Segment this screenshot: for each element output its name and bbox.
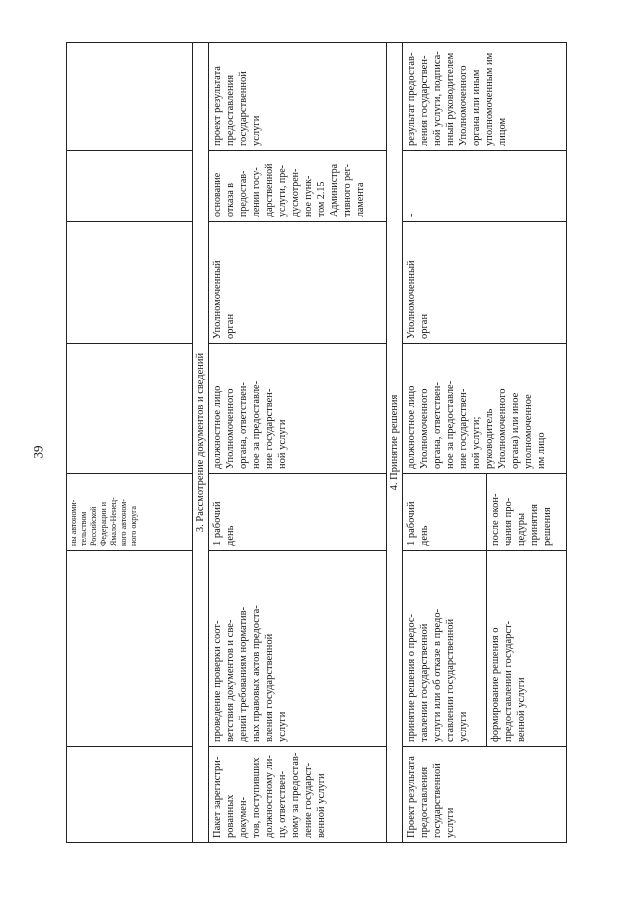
top-cell-4 [67,344,193,474]
s3-action: проведение проверки соот- ветствия документов и све- дений требованиям норматив- ных правовых актов предоста- вления государственной услуги [209,551,387,747]
top-cell-3: ны автономи- тельством Российской Федерации и Ямало-Ненец- кого автоном- ного округа [67,474,193,551]
section-4-title: 4. Принятие решения [387,43,403,843]
s4-result: результат предостав- ления государствен- ной услуги, подписа- нный руководителем Уполномоченного органа или иным уполномоченным им лицом [403,43,567,151]
section-4-header [387,43,403,843]
section-3-row [209,43,387,843]
procedure-table [66,42,567,843]
top-cell-6 [67,151,193,222]
s3-criteria: основание отказа в предостав- лении госу- дарственной услуги, пре- дусмотрен- ное пунк- том 2.15 Администра тивного рег- ламента [209,151,387,222]
top-cell-5 [67,222,193,344]
s3-result: проект результата предоставления государственной услуги [209,43,387,151]
s4-criteria: - [403,151,567,222]
page-number: 39 [30,445,46,459]
section-3-title: 3. Рассмотрение документов и сведений [193,43,209,843]
s4-input: Проект результата предоставления государственной услуги [403,747,567,843]
s4-action-forming: формирование решения о предоставлении государст- венной услуги [487,551,567,747]
s4-responsible: должностное лицо Уполномоченного органа, ответствен- ное за предоставле- ние государствен- ной услуги; руководитель Уполномоченного органа) или иное уполномоченное им лицо [403,344,567,474]
s3-input-docs: Пакет зарегистри- рованных докумен- тов, поступивших должностному ли- цу, ответствен- ному за предостав- ление государст- венной услуги [209,747,387,843]
top-cell-2 [67,551,193,747]
s4-duration-forming: после окон- чания про- цедуры принятия решения [487,474,567,551]
s4-duration-decision: 1 рабочий день [403,474,487,551]
s3-responsible: должностное лицо Уполномоченного органа, ответствен- ное за предоставле- ние государствен- ной услуги [209,344,387,474]
s3-place: Уполномоченный орган [209,222,387,344]
s4-place: Уполномоченный орган [403,222,567,344]
s4-action-decision: принятие решения о предос- тавлении государственной услуги или об отказе в предо- ставлении государственной услуги [403,551,487,747]
section-3-header [193,43,209,843]
rotated-table-container [66,43,606,843]
section-4-row-a [403,43,487,843]
top-cell-1 [67,747,193,843]
s3-duration: 1 рабочий день [209,474,387,551]
top-cell-7 [67,43,193,151]
top-row [67,43,193,843]
